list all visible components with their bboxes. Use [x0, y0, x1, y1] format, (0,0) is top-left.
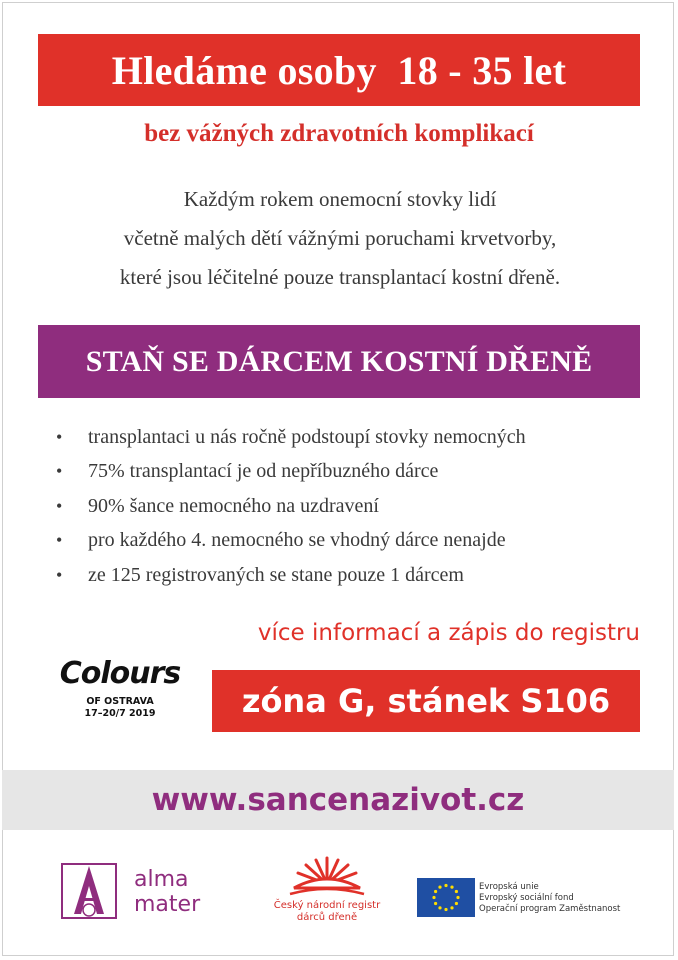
info-text: více informací a zápis do registru	[257, 620, 640, 646]
bullet-icon: •	[56, 564, 63, 585]
fact-text: ze 125 registrovaných se stane pouze 1 dárcem	[88, 563, 464, 586]
bullet-icon: •	[56, 426, 63, 447]
bullet-icon: •	[56, 530, 63, 551]
registry-name-line1: Český národní registr	[273, 900, 381, 911]
website-url[interactable]: www.sancenazivot.cz	[2, 770, 674, 830]
eu-line: Operační program Zaměstnanost	[479, 904, 621, 914]
rising-sun-icon	[284, 854, 370, 898]
colours-logo-name: Colours	[59, 656, 181, 691]
bullet-icon: •	[56, 495, 63, 516]
list-item	[56, 420, 656, 455]
fact-text: pro každého 4. nemocného se vhodný dárce nenajde	[88, 529, 506, 552]
eu-line: Evropský sociální fond	[479, 893, 574, 903]
subheadline: bez vážných zdravotních komplikací	[144, 120, 534, 147]
intro-line: včetně malých dětí vážnými poruchami krvetvorby,	[123, 226, 557, 250]
eu-text	[479, 882, 620, 915]
eu-line: Evropská unie	[479, 882, 539, 892]
eu-flag-icon	[417, 878, 475, 917]
bullet-icon: •	[56, 461, 63, 482]
alma-mater-line1: alma	[134, 867, 189, 892]
fact-text: transplantaci u nás ročně podstoupí stovky nemocných	[88, 425, 526, 448]
headline-banner: Hledáme osoby 18 - 35 let	[38, 34, 640, 106]
colours-logo-subtitle: OF OSTRAVA	[86, 696, 154, 707]
fact-text: 75% transplantací je od nepříbuzného dárce	[88, 460, 439, 483]
list-item	[56, 489, 656, 524]
eu-funding-logo	[417, 878, 647, 918]
fact-text: 90% šance nemocného na uzdravení	[88, 494, 379, 517]
colours-logo-dates: 17–20/7 2019	[84, 708, 156, 719]
colours-of-ostrava-logo	[50, 656, 190, 726]
registry-logo	[262, 854, 392, 924]
list-item	[56, 455, 656, 490]
alma-mater-line2: mater	[134, 892, 201, 917]
location-banner: zóna G, stánek S106	[212, 670, 640, 732]
intro-line: Každým rokem onemocní stovky lidí	[183, 187, 497, 211]
intro-line: které jsou léčitelné pouze transplantací kostní dřeně.	[119, 265, 561, 289]
alma-mater-logo	[60, 862, 230, 922]
call-to-action-banner: STAŇ SE DÁRCEM KOSTNÍ DŘENĚ	[38, 325, 640, 398]
list-item	[56, 524, 656, 559]
intro-text	[20, 180, 660, 297]
alma-mater-emblem-icon	[60, 862, 122, 922]
list-item	[56, 558, 656, 593]
facts-list	[56, 420, 656, 593]
registry-name-line2: dárců dřeně	[296, 912, 358, 923]
